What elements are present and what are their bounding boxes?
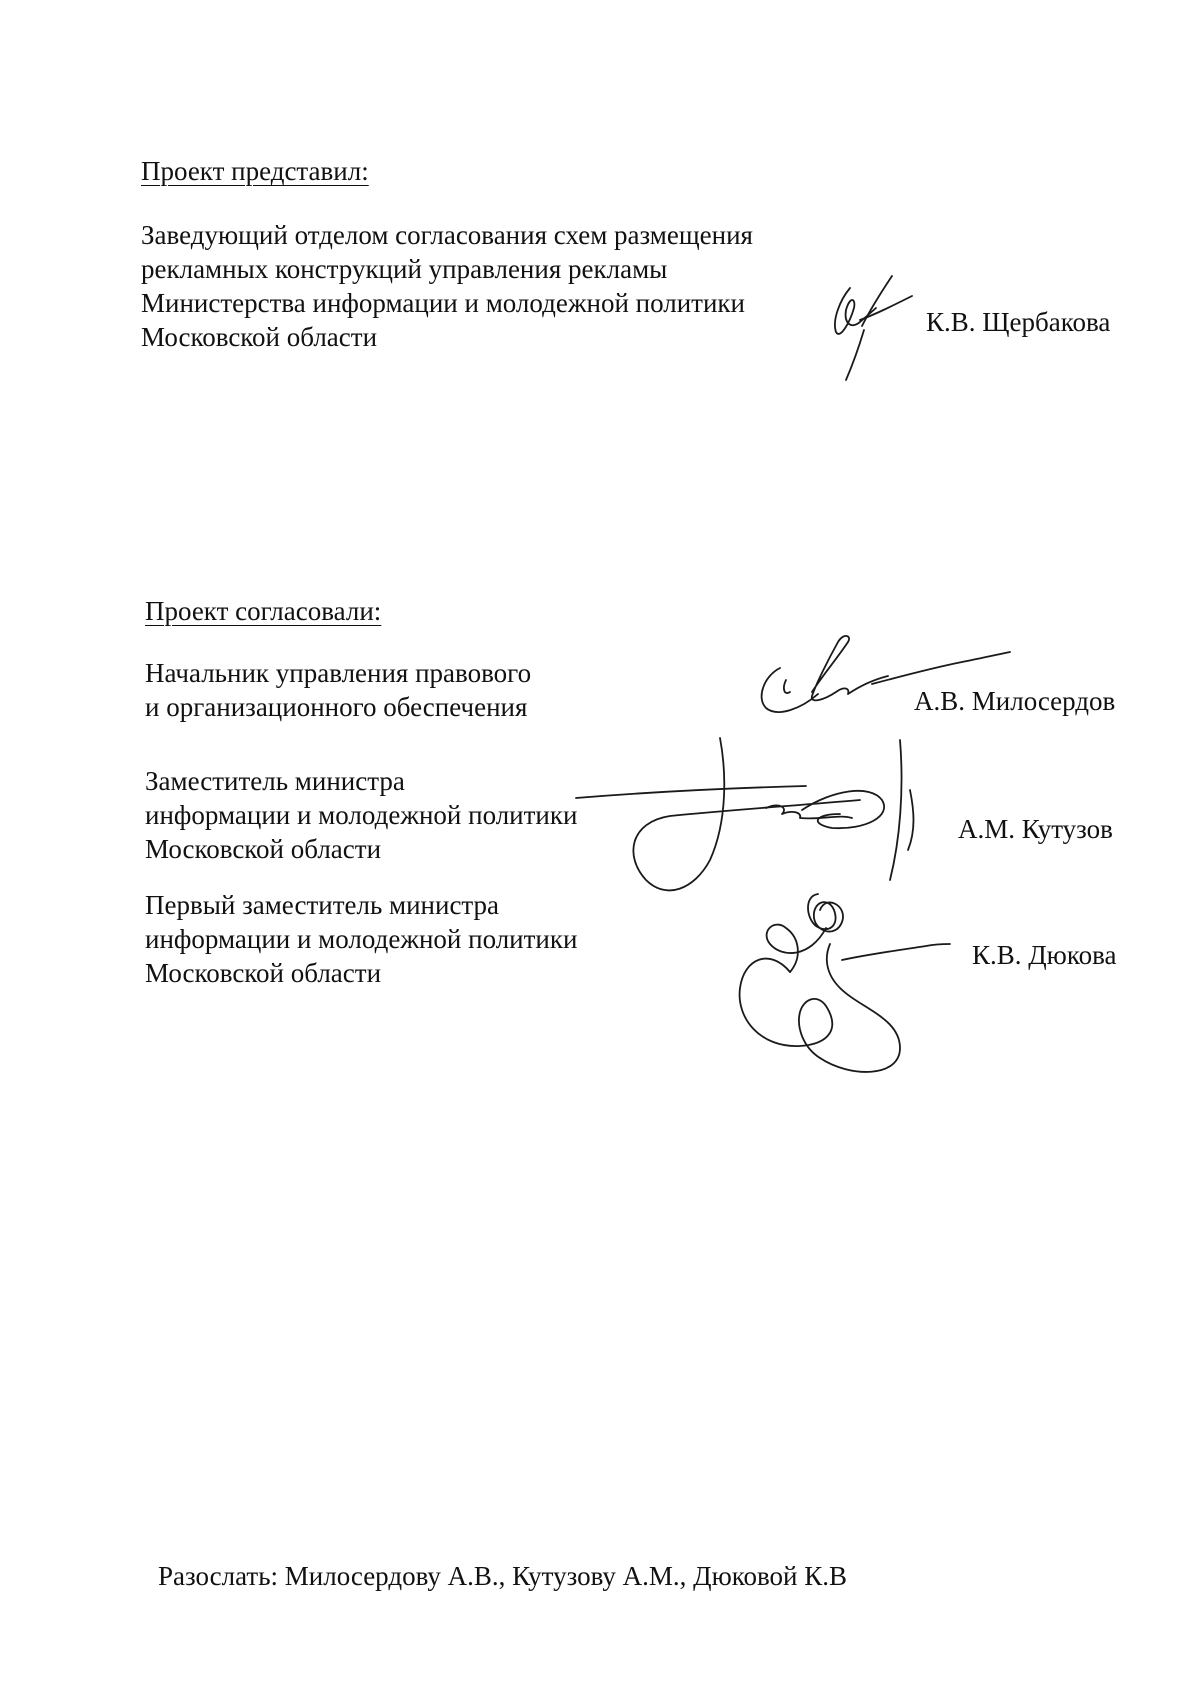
presenter-position: [141, 218, 753, 354]
signer-1-name: А.В. Милосердов: [914, 686, 1116, 716]
signer-position-line: Первый заместитель министра: [145, 890, 500, 920]
signer-position-line: информации и молодежной политики: [145, 924, 578, 954]
distribution-list: Разослать: Милосердову А.В., Кутузову А.М., Дюковой К.В: [158, 1561, 848, 1591]
signer-2-position: [145, 764, 577, 866]
agreed-heading: Проект согласовали:: [145, 596, 382, 626]
signer-position-line: Начальник управления правового: [145, 658, 532, 688]
presenter-signature: [820, 270, 930, 380]
signer-1-position: [145, 656, 531, 724]
signer-position-line: и организационного обеспечения: [145, 692, 528, 722]
presenter-name: К.В. Щербакова: [926, 307, 1111, 337]
presenter-position-line: Заведующий отделом согласования схем размещения: [141, 220, 753, 250]
signer-2-name: А.М. Кутузов: [958, 814, 1113, 844]
signer-3-signature: [730, 888, 950, 1088]
signer-position-line: Московской области: [145, 834, 382, 864]
presenter-position-line: Московской области: [141, 322, 378, 352]
signer-3-position: [145, 888, 577, 990]
presenter-position-line: рекламных конструкций управления рекламы: [141, 254, 668, 284]
signer-position-line: информации и молодежной политики: [145, 800, 578, 830]
presented-heading: Проект представил:: [141, 156, 369, 186]
signer-3-name: К.В. Дюкова: [972, 940, 1117, 970]
presenter-position-line: Министерства информации и молодежной политики: [141, 288, 745, 318]
signer-position-line: Заместитель министра: [145, 766, 405, 796]
signer-position-line: Московской области: [145, 958, 382, 988]
signer-2-signature: [570, 730, 930, 910]
